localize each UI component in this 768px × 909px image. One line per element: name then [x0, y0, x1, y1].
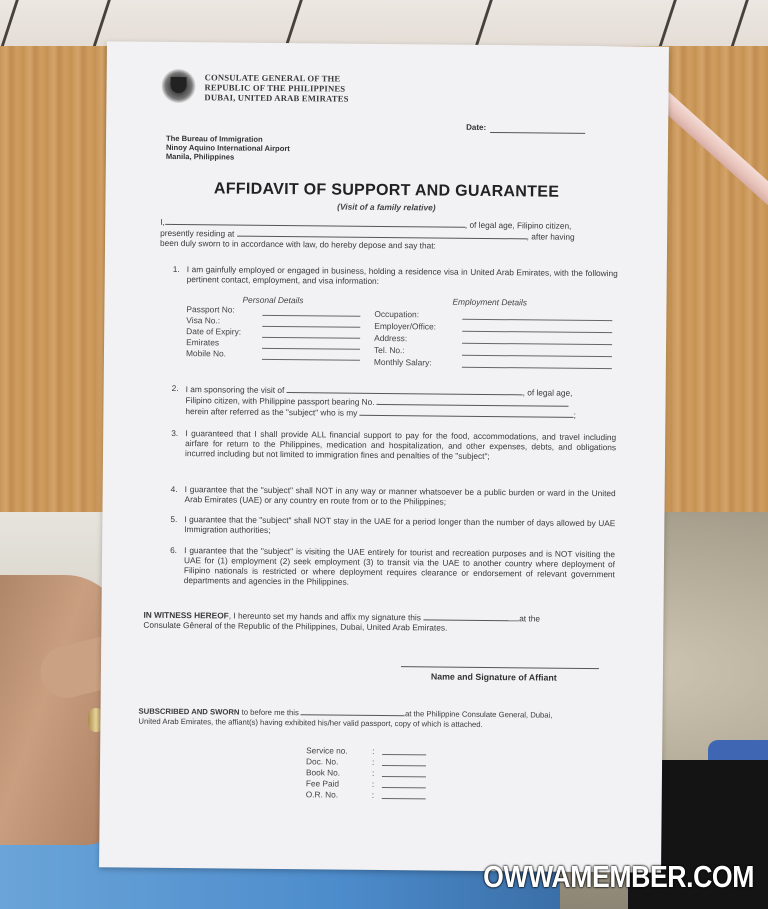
- mobile-no-label: Mobile No.: [185, 348, 227, 359]
- clause-2-a: I am sponsoring the visit of: [185, 384, 285, 396]
- intro-paragraph: [160, 216, 615, 252]
- doc-no-field[interactable]: [382, 765, 426, 766]
- employer-field[interactable]: [462, 331, 612, 333]
- intro-after: , after having: [526, 231, 575, 242]
- personal-details-heading: Personal Details: [242, 294, 304, 306]
- sworn-text: to before me this: [239, 707, 299, 718]
- clause-4: [171, 484, 616, 508]
- occupation-field[interactable]: [462, 319, 612, 321]
- clause-number: 2.: [171, 382, 179, 394]
- visa-no-label: Visa No.:: [186, 315, 221, 326]
- signature-field[interactable]: [401, 666, 599, 669]
- emirates-label: Emirates: [186, 337, 220, 348]
- sworn-date-field[interactable]: [301, 706, 405, 716]
- colon: :: [371, 789, 375, 800]
- philippine-seal-icon: [161, 69, 195, 103]
- doc-no-label: Doc. No.: [306, 756, 339, 767]
- service-no-label: Service no.: [306, 745, 348, 756]
- addressee-line: Ninoy Aquino International Airport: [165, 143, 290, 154]
- signature-label: Name and Signature of Affiant: [430, 671, 557, 683]
- letterhead-line: REPUBLIC OF THE PHILIPPINES: [204, 82, 346, 94]
- clause-2-c: Filipino citizen, with Philippine passport bearing No.: [185, 395, 375, 407]
- service-no-field[interactable]: [382, 754, 426, 755]
- monthly-salary-field[interactable]: [462, 367, 612, 369]
- clause-3: [171, 428, 616, 462]
- colon: :: [371, 767, 375, 778]
- clause-6: [170, 545, 615, 589]
- tel-no-label: Tel. No.:: [373, 344, 405, 356]
- tel-no-field[interactable]: [462, 355, 612, 357]
- affidavit-document: [99, 41, 669, 872]
- watermark: OWWAMEMBER.COM: [483, 859, 754, 894]
- clause-number: 3.: [171, 427, 179, 439]
- book-no-field[interactable]: [382, 776, 426, 777]
- addressee-line: The Bureau of Immigration: [166, 133, 263, 144]
- emirates-field[interactable]: [262, 348, 360, 350]
- clause-text: I guaranteed that I shall provide ALL financial support to pay for the food, accommodations, and travel including airfare for return to the Philippines, medication and hospitalization, and other expenses, debts, and obligations incurred including but not limited to immigration fines and penalties of the "subject";: [184, 428, 617, 462]
- clause-5: [170, 514, 615, 538]
- clause-1: [173, 264, 618, 288]
- subject-passport-field[interactable]: [377, 396, 569, 407]
- sworn-text-c: United Arab Emirates, the affiant(s) having exhibited his/her valid passport, copy of which is attached.: [138, 716, 483, 729]
- intro-i: I,: [160, 216, 165, 227]
- clause-2-d: herein after referred as the "subject" who is my: [185, 406, 358, 418]
- occupation-label: Occupation:: [374, 308, 420, 320]
- clause-text: I am gainfully employed or engaged in business, holding a residence visa in United Arab Emirates, with the following pertinent contact, employment, and visa information:: [186, 264, 618, 286]
- date-of-expiry-label: Date of Expiry:: [186, 326, 242, 337]
- visa-no-field[interactable]: [262, 326, 360, 328]
- clause-number: 4.: [170, 483, 178, 495]
- book-no-label: Book No.: [305, 767, 341, 778]
- clause-text: I guarantee that the "subject" shall NOT stay in the UAE for a period longer than the number of days allowed by UAE Immigration authorities;: [184, 514, 616, 535]
- residence-field[interactable]: [237, 228, 527, 240]
- clause-text: [185, 383, 616, 420]
- letterhead-line: CONSULATE GENERAL OF THE: [204, 72, 341, 84]
- colon: :: [371, 778, 375, 789]
- mobile-no-field[interactable]: [262, 359, 360, 361]
- clause-2-b: , of legal age,: [522, 387, 573, 398]
- address-label: Address:: [374, 332, 408, 344]
- addressee-line: Manila, Philippines: [165, 152, 235, 162]
- clause-2-e: ;: [573, 409, 576, 420]
- intro-sworn: been duly sworn to in accordance with law, do hereby depose and say that:: [159, 237, 436, 251]
- witness-date-field[interactable]: [423, 611, 519, 621]
- clause-text: I guarantee that the "subject" is visiting the UAE entirely for tourist and recreation purposes and is NOT visiting the UAE for (1) employment (2) seek employment (3) to transit via the UAE to another country where deployment of Filipino nationals is restricted or where deployment requires clearance or endorsement of relevant government departments and agencies in the Philippines.: [183, 545, 616, 587]
- sworn-paragraph: [138, 705, 623, 732]
- fee-paid-label: Fee Paid: [305, 778, 340, 789]
- or-no-field[interactable]: [382, 798, 426, 799]
- addressee: [166, 134, 290, 163]
- service-fields: [305, 745, 375, 800]
- clause-number: 1.: [172, 263, 180, 275]
- clause-2: [171, 383, 616, 420]
- subject-name-field[interactable]: [287, 384, 523, 395]
- clause-text: I guarantee that the "subject" shall NOT in any way or manner whatsoever be a public burden or ward in the United Arab Emirates (UAE) or any country en route from or to the Philippines;: [184, 484, 616, 507]
- passport-no-field[interactable]: [262, 315, 360, 317]
- details-section: [185, 294, 617, 368]
- date-label: Date:: [466, 122, 487, 132]
- letterhead-line: DUBAI, UNITED ARAB EMIRATES: [204, 92, 349, 104]
- colon: :: [372, 756, 375, 767]
- intro-legal-age: , of legal age, Filipino citizen,: [464, 219, 572, 231]
- witness-text-c: Consulate Gêneral of the Republic of the Philippines, Dubai, United Arab Emirates.: [143, 619, 448, 633]
- employer-label: Employer/Office:: [374, 320, 437, 332]
- sworn-text-b: at the Philippine Consulate General, Dubai,: [404, 709, 553, 720]
- document-subtitle: (Visit of a family relative): [337, 201, 436, 213]
- employer-address-field[interactable]: [462, 343, 612, 345]
- passport-no-label: Passport No:: [186, 304, 235, 315]
- sworn-heading: SUBSCRIBED AND SWORN: [138, 706, 240, 717]
- or-no-label: O.R. No.: [305, 789, 339, 800]
- date-field[interactable]: [490, 132, 585, 134]
- employment-details-heading: Employment Details: [452, 296, 528, 308]
- colon: :: [372, 745, 375, 756]
- affiant-name-field[interactable]: [165, 216, 465, 228]
- witness-text-b: at the: [519, 613, 541, 624]
- date-of-expiry-field[interactable]: [262, 337, 360, 339]
- witness-paragraph: [143, 609, 618, 635]
- witness-text: , I hereunto set my hands and affix my signature this: [228, 610, 421, 623]
- document-title: AFFIDAVIT OF SUPPORT AND GUARANTEE: [213, 180, 560, 201]
- clause-number: 6.: [170, 544, 178, 556]
- intro-residing: presently residing at: [160, 227, 235, 239]
- fee-paid-field[interactable]: [382, 787, 426, 788]
- relationship-field[interactable]: [360, 407, 574, 418]
- clause-number: 5.: [170, 513, 178, 525]
- witness-heading: IN WITNESS HEREOF: [143, 609, 229, 621]
- monthly-salary-label: Monthly Salary:: [373, 356, 432, 368]
- letterhead: [204, 72, 348, 103]
